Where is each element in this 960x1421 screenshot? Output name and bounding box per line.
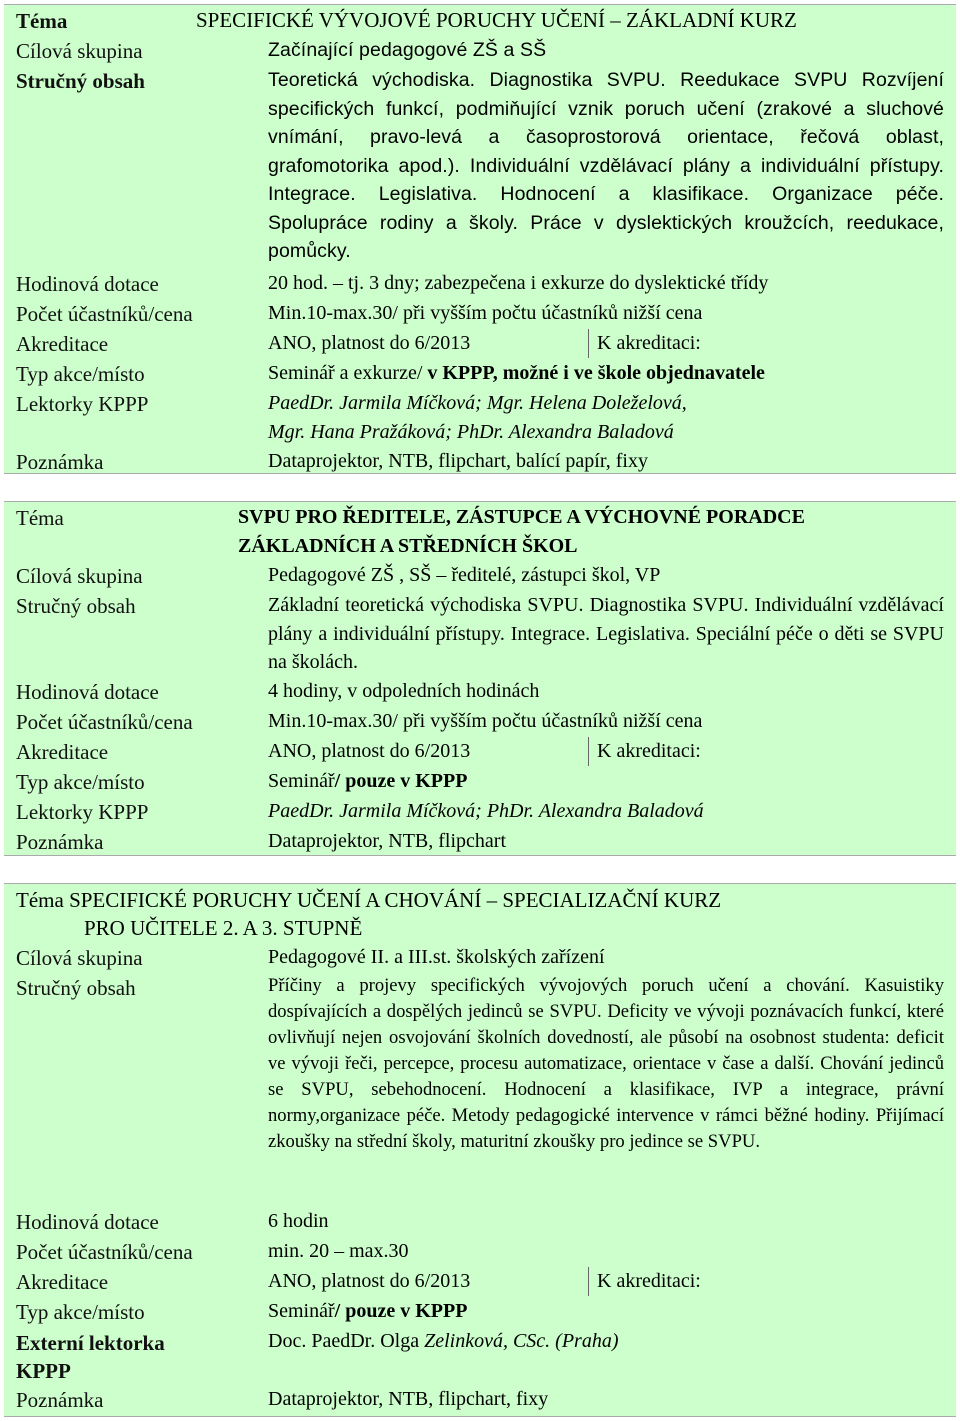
type-value-a: Seminář	[268, 770, 335, 792]
lecturers-value-a: Doc. PaedDr. Olga	[268, 1330, 425, 1352]
participants-label: Počet účastníků/cena	[16, 710, 193, 734]
accreditation-value: ANO, platnost do 6/2013	[268, 1270, 471, 1292]
topic-title: SPECIFICKÉ VÝVOJOVÉ PORUCHY UČENÍ – ZÁKLADNÍ KURZ	[196, 8, 797, 32]
note-value: Dataprojektor, NTB, flipchart, balící papír, fixy	[268, 450, 648, 472]
summary-row	[4, 65, 956, 268]
participants-label: Počet účastníků/cena	[16, 1240, 193, 1264]
course-block-1	[4, 4, 956, 474]
note-label: Poznámka	[16, 830, 104, 854]
lecturers-line-1: PaedDr. Jarmila Míčková; Mgr. Helena Doleželová,	[268, 392, 687, 414]
topic-title-2: ZÁKLADNÍCH A STŘEDNÍCH ŠKOL	[238, 534, 578, 557]
note-label: Poznámka	[16, 1388, 104, 1412]
summary-row	[4, 590, 956, 676]
summary-value: Základní teoretická východiska SVPU. Diagnostika SVPU. Individuální vzdělávací plány a individuální přístupy. Integrace. Legislativa. Speciální péče o děti se SVPU na školách.	[268, 594, 944, 674]
summary-row	[4, 972, 956, 1206]
course-block-3	[4, 883, 956, 1417]
participants-row	[4, 298, 956, 328]
hours-value: 20 hod. – tj. 3 dny; zabezpečena i exkurze do dyslektické třídy	[268, 272, 769, 294]
lecturers-label-2: KPPP	[16, 1359, 71, 1383]
summary-value: Příčiny a projevy specifických vývojových poruch učení a chování. Kasuistiky dospívajících a dospělých jedinců se SVPU. Deficity ve vývoji poznávacích funkcí, které ovlivňují nejen osvojování školních dovedností, ale působí na osobnost studenta: deficit ve vývoji řeči, percepce, procesu automatizace, orientace v čase a další. Chování jedinců se SVPU, sebehodnocení. Hodnocení a klasifikace, IVP a integrace, právní normy,organizace péče. Metody pedagogické intervence v rámci běžné hodiny. Přijímací zkoušky na střední školy, maturitní zkoušky pro jedince se SVPU.	[268, 975, 944, 1152]
participants-value: Min.10-max.30/ při vyšším počtu účastníků nižší cena	[268, 710, 703, 732]
participants-label: Počet účastníků/cena	[16, 302, 193, 326]
accreditation-row	[4, 736, 956, 766]
hours-row	[4, 676, 956, 706]
lecturers-label: Lektorky KPPP	[16, 392, 149, 416]
note-row	[4, 446, 956, 476]
topic-label: Téma	[16, 506, 64, 530]
participants-value: min. 20 – max.30	[268, 1240, 409, 1262]
hours-row	[4, 1206, 956, 1236]
target-value: Pedagogové ZŠ , SŠ – ředitelé, zástupci škol, VP	[268, 564, 661, 586]
accreditation-value: ANO, platnost do 6/2013	[268, 332, 471, 354]
lecturers-value: PaedDr. Jarmila Míčková; PhDr. Alexandra Baladová	[268, 800, 704, 822]
accreditation-k: K akreditaci:	[588, 329, 944, 358]
note-row	[4, 1384, 956, 1414]
type-value-a: Seminář	[268, 1300, 335, 1322]
topic-row	[4, 502, 956, 560]
type-row	[4, 1296, 956, 1326]
lecturers-label-1: Externí lektorka	[16, 1331, 165, 1355]
target-row	[4, 942, 956, 972]
type-label: Typ akce/místo	[16, 1300, 145, 1324]
hours-label: Hodinová dotace	[16, 1210, 159, 1234]
note-row	[4, 826, 956, 856]
target-row	[4, 35, 956, 65]
type-value-a: Seminář a exkurze/	[268, 362, 428, 384]
type-label: Typ akce/místo	[16, 770, 145, 794]
target-row	[4, 560, 956, 590]
summary-label: Stručný obsah	[16, 69, 145, 93]
topic-label: Téma	[16, 9, 68, 33]
accreditation-k: K akreditaci:	[588, 1267, 944, 1296]
type-value-b: / pouze v KPPP	[334, 770, 468, 792]
topic-label: Téma	[16, 888, 64, 912]
summary-value: Teoretická východiska. Diagnostika SVPU. Reedukace SVPU Rozvíjení specifických funkcí, podmiňující vznik poruch učení (zrakové a sluchové vnímání, pravo-levá a časoprostorová orientace, řečová oblast, grafomotorika apod.). Individuální vzdělávací plány a individuální přístupy. Integrace. Legislativa. Hodnocení a klasifikace. Organizace péče. Spolupráce rodiny a školy. Práce v dyslektických kroužcích, reedukace, pomůcky.	[268, 69, 944, 262]
hours-row	[4, 268, 956, 298]
target-label: Cílová skupina	[16, 946, 143, 970]
participants-value: Min.10-max.30/ při vyšším počtu účastníků nižší cena	[268, 302, 703, 324]
summary-label: Stručný obsah	[16, 594, 136, 618]
accreditation-row	[4, 1266, 956, 1296]
lecturers-row	[4, 1326, 956, 1384]
accreditation-value: ANO, platnost do 6/2013	[268, 740, 471, 762]
hours-label: Hodinová dotace	[16, 680, 159, 704]
target-value: Začínající pedagogové ZŠ a SŠ	[268, 39, 547, 61]
type-label: Typ akce/místo	[16, 362, 145, 386]
lecturers-value-b: Zelinková, CSc. (Praha)	[424, 1330, 619, 1352]
topic-title-1: SPECIFICKÉ PORUCHY UČENÍ A CHOVÁNÍ – SPECIALIZAČNÍ KURZ	[69, 888, 722, 912]
lecturers-row	[4, 796, 956, 826]
participants-row	[4, 1236, 956, 1266]
accreditation-k: K akreditaci:	[588, 737, 944, 766]
hours-value: 4 hodiny, v odpoledních hodinách	[268, 680, 540, 702]
hours-value: 6 hodin	[268, 1210, 329, 1232]
topic-row	[4, 5, 956, 35]
target-value: Pedagogové II. a III.st. školských zařízení	[268, 946, 605, 968]
participants-row	[4, 706, 956, 736]
note-label: Poznámka	[16, 450, 104, 474]
lecturers-line-2: Mgr. Hana Pražáková; PhDr. Alexandra Baladová	[268, 420, 674, 443]
hours-label: Hodinová dotace	[16, 272, 159, 296]
target-label: Cílová skupina	[16, 39, 143, 63]
type-value-b: v KPPP, možné i ve škole objednavatele	[427, 362, 765, 384]
summary-label: Stručný obsah	[16, 976, 136, 1000]
accreditation-label: Akreditace	[16, 740, 109, 764]
accreditation-row	[4, 328, 956, 358]
accreditation-label: Akreditace	[16, 1270, 109, 1294]
course-block-2	[4, 501, 956, 856]
accreditation-label: Akreditace	[16, 332, 109, 356]
note-value: Dataprojektor, NTB, flipchart, fixy	[268, 1388, 549, 1410]
lecturers-label: Lektorky KPPP	[16, 800, 149, 824]
type-row	[4, 358, 956, 388]
target-label: Cílová skupina	[16, 564, 143, 588]
type-value-b: / pouze v KPPP	[334, 1300, 468, 1322]
type-row	[4, 766, 956, 796]
lecturers-row	[4, 388, 956, 446]
topic-title-2: PRO UČITELE 2. A 3. STUPNĚ	[84, 916, 363, 940]
topic-title-1: SVPU PRO ŘEDITELE, ZÁSTUPCE A VÝCHOVNÉ PORADCE	[238, 506, 805, 528]
topic-row	[4, 884, 956, 942]
note-value: Dataprojektor, NTB, flipchart	[268, 830, 507, 852]
